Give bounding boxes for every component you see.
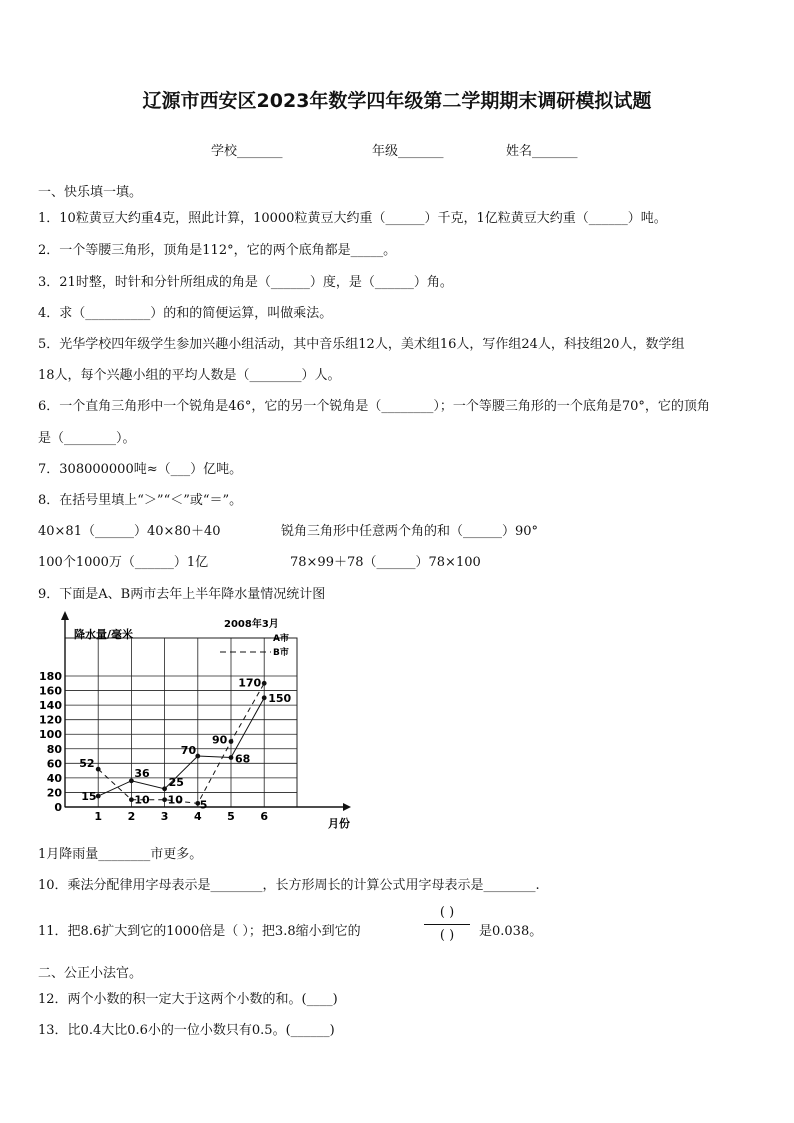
section-1-heading: 一、快乐填一填。 [38,185,143,200]
question-2: 2．一个等腰三角形，顶角是112°，它的两个底角都是_____。 [38,243,397,258]
question-10: 10．乘法分配律用字母表示是________，长方形周长的计算公式用字母表示是________. [38,878,540,893]
question-3: 3．21时整，时针和分针所组成的角是（______）度，是（______）角。 [38,275,453,290]
series-a-data-label: 25 [168,775,184,789]
x-tick-label: 6 [260,810,269,823]
grade-field: 年级_______ [372,144,444,159]
question-6-line-2: 是（________）。 [38,431,136,446]
rainfall-line-chart [38,608,368,836]
question-11-part-a: 11．把8.6扩大到它的1000倍是（ ）；把3.8缩小到它的 [38,924,361,939]
school-field: 学校_______ [211,144,283,159]
question-12: 12．两个小数的积一定大于这两个小数的和。(____) [38,992,338,1007]
fraction-denominator: ( ) [439,928,455,943]
question-1: 1．10粒黄豆大约重4克，照此计算，10000粒黄豆大约重（______）千克，1亿粒黄豆大约重（______）吨。 [38,211,667,226]
x-axis-label: 月份 [328,817,350,830]
series-a-point [129,778,134,783]
y-tick-label: 160 [39,684,62,698]
series-a-point [262,695,267,700]
series-a-point [229,755,234,760]
series-b-point [229,739,234,744]
series-b-point [129,797,134,802]
series-b-data-label: 52 [79,757,95,771]
x-tick-label: 5 [227,810,235,823]
series-a-data-label: 150 [268,691,292,705]
question-8: 8．在括号里填上“＞”“＜”或“＝”。 [38,493,243,508]
series-a-point [96,794,101,799]
fraction-numerator: ( ) [439,905,455,920]
x-axis-arrow [343,803,351,811]
page-title: 辽源市西安区2023年数学四年级第二学期期末调研模拟试题 [142,90,652,112]
question-8-item-b: 锐角三角形中任意两个角的和（______）90° [281,524,539,539]
y-tick-label: 0 [54,801,62,814]
series-b-point [262,681,267,686]
series-b-data-label: 10 [134,793,150,807]
x-tick-label: 3 [160,810,169,823]
y-tick-label: 40 [46,771,62,785]
name-field: 姓名_______ [506,144,578,159]
y-axis-arrow [61,611,69,620]
question-13: 13．比0.4大比0.6小的一位小数只有0.5。(______) [38,1023,335,1038]
series-a-point [162,786,167,791]
series-a-data-label: 70 [180,744,197,758]
series-b-data-label: 90 [212,733,228,747]
series-b-data-label: 170 [238,676,262,690]
x-tick-label: 1 [94,810,103,823]
question-9: 9．下面是A、B两市去年上半年降水量情况统计图 [38,587,326,602]
y-axis-label: 降水量/毫米 [74,628,134,641]
y-tick-label: 100 [39,728,62,742]
question-8-item-a: 40×81（______）40×80＋40 [38,524,221,539]
section-2-heading: 二、公正小法官。 [38,966,143,981]
fraction-bar [424,924,470,925]
question-7: 7．308000000吨≈（___）亿吨。 [38,462,243,477]
y-tick-label: 20 [46,786,62,800]
legend-label-a: A市 [273,634,289,644]
question-8-item-d: 78×99＋78（______）78×100 [290,555,481,570]
series-a-data-label: 36 [134,766,150,780]
y-tick-label: 120 [39,713,62,727]
question-6-line-1: 6．一个直角三角形中一个锐角是46°，它的另一个锐角是（________）；一个等腰三角形的一个底角是70°，它的顶角 [38,399,710,414]
question-11-part-b: 是0.038。 [479,924,543,939]
y-tick-label: 140 [39,699,62,713]
question-8-item-c: 100个1000万（______）1亿 [38,555,209,570]
series-b-point [96,767,101,772]
x-tick-label: 4 [193,810,202,823]
y-tick-label: 60 [46,757,62,771]
series-a-data-label: 15 [81,790,97,804]
series-b-point [162,797,167,802]
question-4: 4．求（__________）的和的简便运算，叫做乘法。 [38,306,333,321]
question-5-line-2: 18人，每个兴趣小组的平均人数是（________）人。 [38,368,341,383]
series-b-data-label: 5 [199,798,208,812]
legend-label-b: B市 [273,648,289,658]
series-b-data-label: 10 [167,793,183,807]
question-9-answer: 1月降雨量________市更多。 [38,847,203,862]
question-5-line-1: 5．光华学校四年级学生参加兴趣小组活动，其中音乐组12人，美术组16人，写作组24人，科技组20人，数学组 [38,337,685,352]
series-a-data-label: 68 [235,752,251,766]
y-tick-label: 80 [46,742,62,756]
question-11-fraction [422,905,472,945]
x-tick-label: 2 [127,810,136,823]
y-tick-label: 180 [39,670,62,683]
chart-title: 2008年3月 [224,619,279,630]
